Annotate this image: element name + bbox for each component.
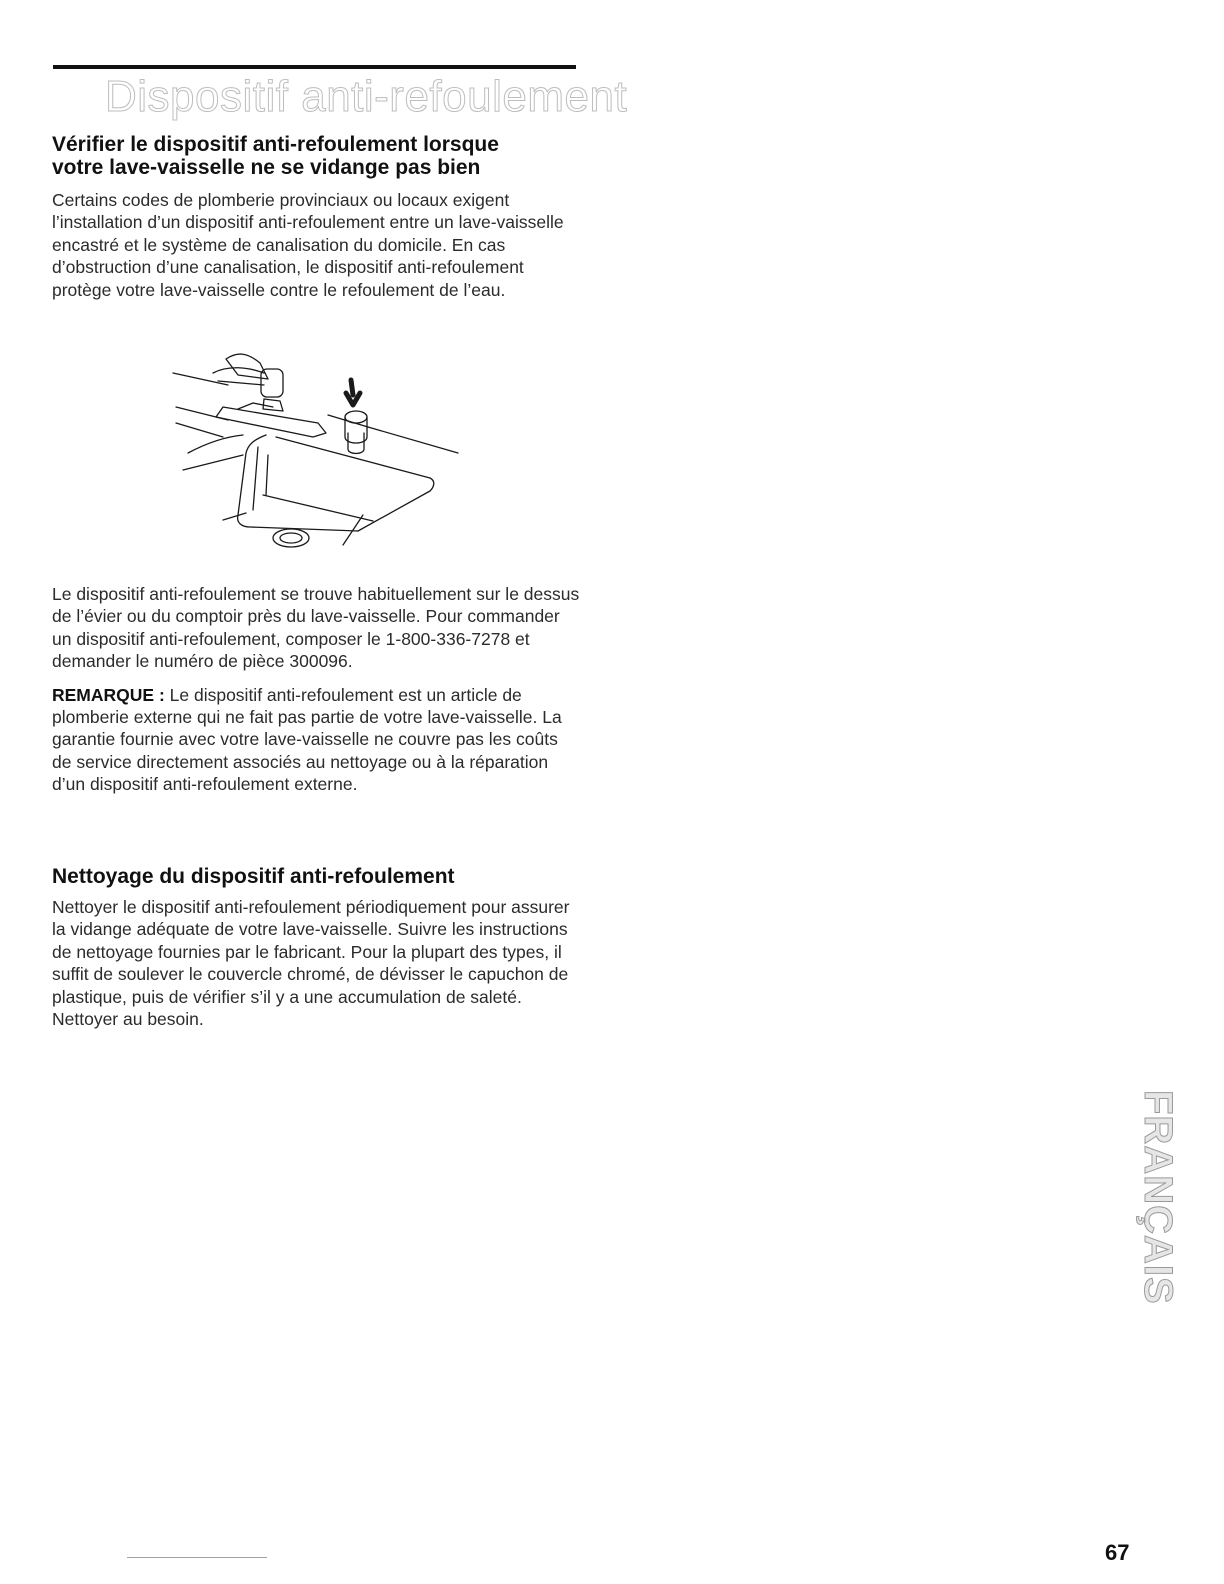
faucet-icon <box>213 354 326 437</box>
section-verify-heading-line1: Vérifier le dispositif anti-refoulement lorsque <box>52 133 499 156</box>
section-verify-intro: Certains codes de plomberie provinciaux ou locaux exigent l’installation d’un dispositif anti-refoulement entre un lave-vaisselle encastré et le système de canalisation du domicile. En cas d’obstruction d’une canalisation, le dispositif anti-refoulement protège votre lave-vaisselle contre le refoulement de l’eau. <box>52 190 564 300</box>
section-cleaning-text: Nettoyer le dispositif anti-refoulement périodiquement pour assurer la vidange adéquate de votre lave-vaisselle. Suivre les instructions de nettoyage fournies par le fabricant. Pour la plupart des types, il suffit de soulever le couvercle chromé, de dévisser le capuchon de plastique, puis de vérifier s’il y a une accumulation de saleté. Nettoyer au besoin. <box>52 897 570 1030</box>
note-text: Le dispositif anti-refoulement est un article de plomberie externe qui ne fait pas partie de votre lave-vaisselle. La garantie fournie avec votre lave-vaisselle ne couvre pas les coûts de service directement associés au nettoyage ou à la réparation d’un dispositif anti-refoulement externe. <box>52 684 562 795</box>
page-number: 67 <box>1105 1540 1130 1565</box>
page-title: Dispositif anti-refoulement <box>105 72 628 121</box>
note-paragraph <box>52 684 582 796</box>
note-label: REMARQUE : <box>52 684 165 705</box>
sink-basin <box>183 435 434 547</box>
section-verify-heading-line2: votre lave-vaisselle ne se vidange pas bien <box>52 156 481 179</box>
air-gap-icon <box>345 380 367 454</box>
section-verify <box>52 133 582 301</box>
section-location <box>52 583 582 796</box>
language-tab-label: FRANÇAIS <box>1136 1090 1180 1305</box>
section-cleaning-heading: Nettoyage du dispositif anti-refoulement <box>52 865 455 888</box>
sink-air-gap-illustration <box>168 345 468 560</box>
section-verify-heading <box>52 133 582 179</box>
location-paragraph: Le dispositif anti-refoulement se trouve habituellement sur le dessus de l’évier ou du comptoir près du lave-vaisselle. Pour commander un dispositif anti-refoulement, composer le 1-800-336-7278 et demander le numéro de pièce 300096. <box>52 584 580 672</box>
bottom-rule <box>127 1557 267 1558</box>
section-cleaning <box>52 865 582 1030</box>
title-rule <box>53 65 576 69</box>
